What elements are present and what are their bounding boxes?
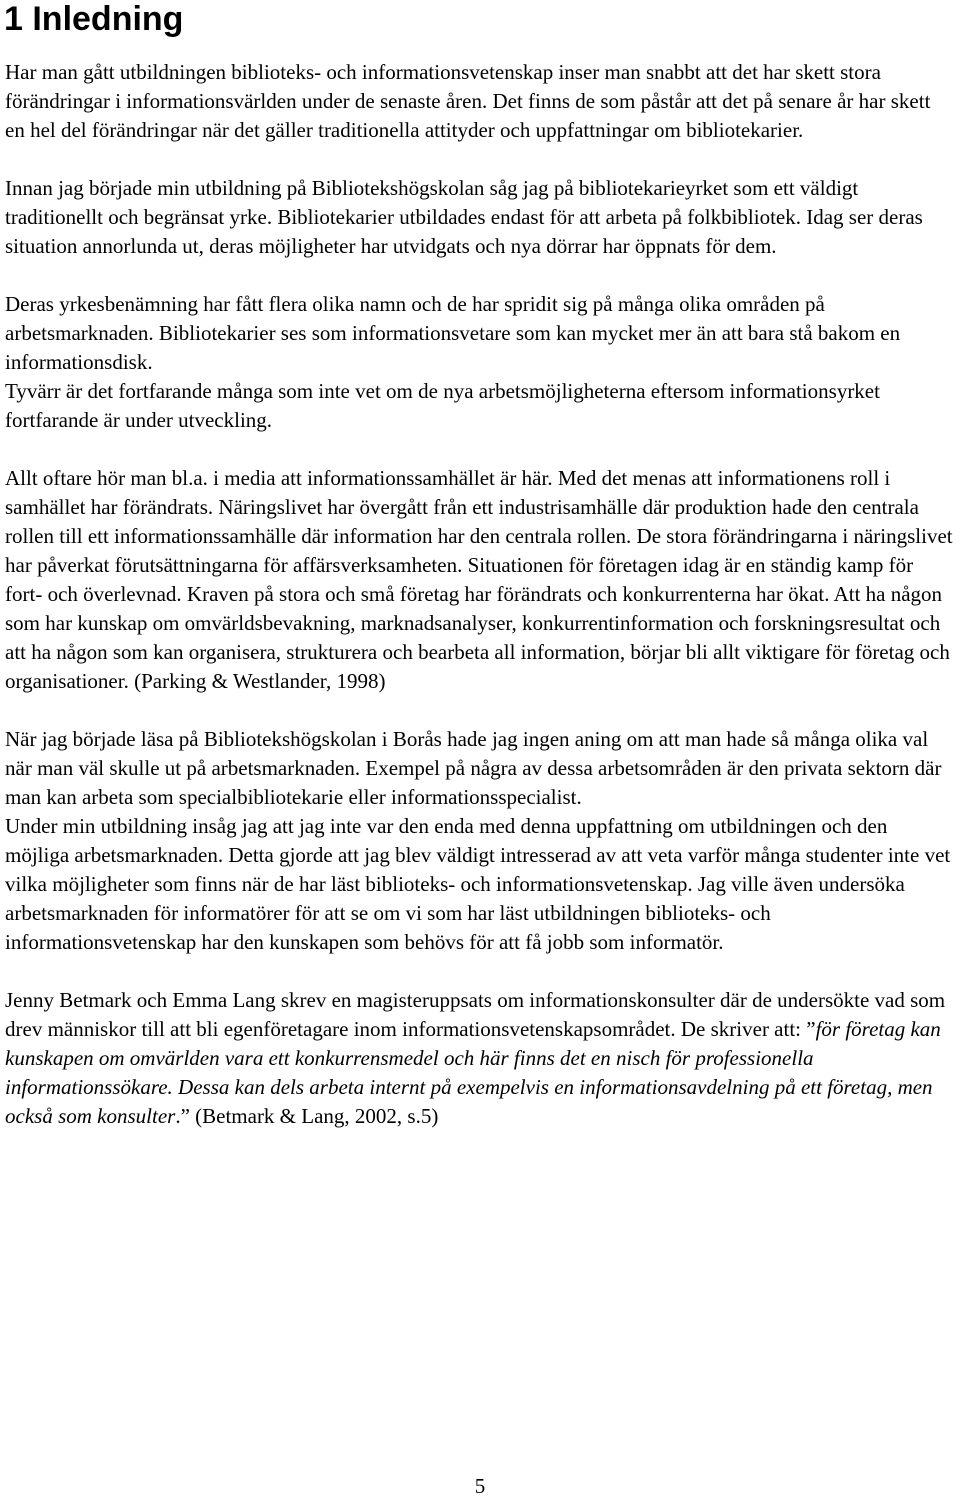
body-text bbox=[5, 58, 955, 1131]
page-number: 5 bbox=[474, 1474, 486, 1498]
quote-intro: Jenny Betmark och Emma Lang skrev en magisteruppsats om informationskonsulter där de undersökte vad som drev människor till att bli egenföretagare inom informationsvetenskapsområdet. De skriver att: ” bbox=[5, 988, 946, 1041]
paragraph-job-titles: Deras yrkesbenämning har fått flera olika namn och de har spridit sig på många olika områden på arbetsmarknaden. Bibliotekarier ses som informationsvetare som kan mycket mer än att bara stå bakom en informationsdisk. bbox=[5, 292, 901, 374]
paragraph-intro: Har man gått utbildningen biblioteks- och informationsvetenskap inser man snabbt att det har skett stora förändringar i informationsvärlden under de senaste åren. Det finns de som påstår att det på senare år har skett en hel del förändringar när det gäller traditionella attityder och uppfattningar om bibliotekarier. bbox=[5, 60, 931, 142]
chapter-heading: 1 Inledning bbox=[4, 0, 184, 38]
paragraph-motivation: Under min utbildning insåg jag att jag inte var den enda med denna uppfattning om utbildningen och den möjliga arbetsmarknaden. Detta gjorde att jag blev väldigt intresserad av att veta varför många studenter inte vet vilka möjligheter som finns när de har läst biblioteks- och informationsvetenskap. Jag ville även undersöka arbetsmarknaden för informatörer för att se om vi som har läst utbildningen biblioteks- och informationsvetenskap har den kunskapen som behövs för att få jobb som informatör. bbox=[5, 814, 951, 954]
quote-citation: .” (Betmark & Lang, 2002, s.5) bbox=[175, 1104, 439, 1128]
paragraph-unawareness: Tyvärr är det fortfarande många som inte vet om de nya arbetsmöjligheterna eftersom informationsyrket fortfarande är under utveckling. bbox=[5, 379, 880, 432]
paragraph-information-society: Allt oftare hör man bl.a. i media att informationssamhället är här. Med det menas att informationens roll i samhället har förändrats. Näringslivet har övergått från ett industrisamhälle där produktion hade den centrala rollen till ett informationssamhälle där information har den centrala rollen. De stora förändringarna i näringslivet har påverkat förutsättningarna för affärsverksamheten. Situationen för företagen idag är en ständig kamp för fort- och överlevnad. Kraven på stora och små företag har förändrats och konkurrenterna har ökat. Att ha någon som har kunskap om omvärldsbevakning, marknadsanalyser, konkurrentinformation och forskningsresultat och att ha någon som kan organisera, strukturera och bearbeta all information, börjar bli allt viktigare för företag och organisationer. (Parking & Westlander, 1998) bbox=[5, 466, 953, 693]
quote-text: för företag kan kunskapen om omvärlden vara ett konkurrensmedel och här finns det en nisch för professionella informationssökare. Dessa kan dels arbeta internt på exempelvis en informationsavdelning på ett företag, men också som konsulter bbox=[5, 1017, 941, 1128]
paragraph-quote bbox=[5, 986, 955, 1131]
paragraph-education: Innan jag började min utbildning på Bibliotekshögskolan såg jag på bibliotekarieyrket som ett väldigt traditionellt och begränsat yrke. Bibliotekarier utbildades endast för att arbeta på folkbibliotek. Idag ser deras situation annorlunda ut, deras möjligheter har utvidgats och nya dörrar har öppnats för dem. bbox=[5, 176, 923, 258]
paragraph-career-options: När jag började läsa på Bibliotekshögskolan i Borås hade jag ingen aning om att man hade så många olika val när man väl skulle ut på arbetsmarknaden. Exempel på några av dessa arbetsområden är den privata sektorn där man kan arbeta som specialbibliotekarie eller informationsspecialist. bbox=[5, 727, 942, 809]
